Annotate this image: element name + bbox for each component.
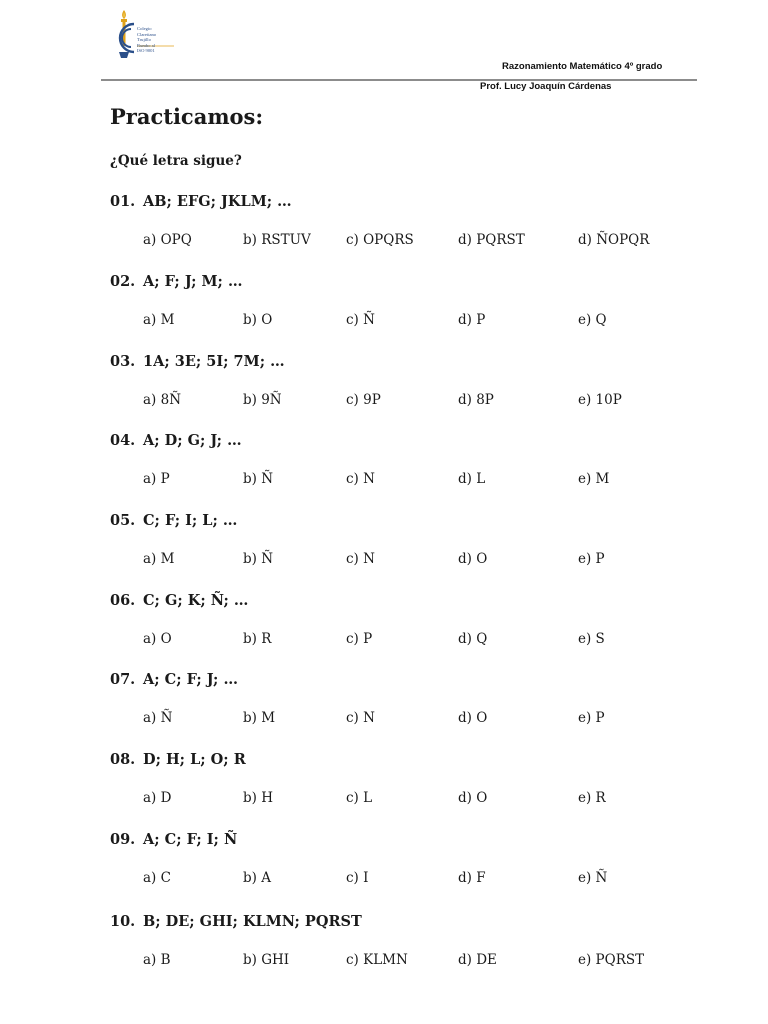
question-sequence: A; D; G; J; … (143, 432, 242, 449)
logo-caption: Colegio Claretiano Trujillo Rumbo al ISO 9001 (137, 26, 157, 54)
school-logo (112, 8, 178, 64)
question-number: 04. (110, 432, 136, 449)
option-e: e) Ñ (578, 870, 608, 886)
option-e: e) P (578, 551, 605, 567)
question-sequence: A; C; F; I; Ñ (143, 831, 238, 848)
option-b: b) Ñ (243, 551, 274, 567)
header-teacher: Prof. Lucy Joaquín Cárdenas (480, 81, 612, 92)
option-a: a) M (143, 551, 175, 567)
instruction: ¿Qué letra sigue? (110, 153, 242, 169)
option-e: d) ÑOPQR (578, 232, 650, 248)
question-sequence: C; G; K; Ñ; … (143, 592, 249, 609)
question-sequence: AB; EFG; JKLM; … (143, 193, 292, 210)
question-number: 10. (110, 913, 136, 930)
option-e: e) PQRST (578, 952, 645, 968)
option-e: e) P (578, 710, 605, 726)
question-sequence: A; C; F; J; … (143, 671, 238, 688)
option-c: c) L (346, 790, 373, 806)
option-b: b) O (243, 312, 273, 328)
question-sequence: B; DE; GHI; KLMN; PQRST (143, 913, 362, 930)
question-04 (0, 432, 768, 512)
option-b: b) H (243, 790, 273, 806)
question-sequence: C; F; I; L; … (143, 512, 238, 529)
option-d: d) L (458, 471, 486, 487)
option-d: d) O (458, 790, 488, 806)
question-sequence: 1A; 3E; 5I; 7M; … (143, 353, 285, 370)
option-d: d) PQRST (458, 232, 525, 248)
option-b: b) RSTUV (243, 232, 311, 248)
option-c: c) KLMN (346, 952, 408, 968)
question-06 (0, 592, 768, 672)
option-a: a) Ñ (143, 710, 173, 726)
question-02 (0, 273, 768, 353)
option-d: d) O (458, 551, 488, 567)
option-c: c) I (346, 870, 369, 886)
option-c: c) Ñ (346, 312, 375, 328)
option-d: d) Q (458, 631, 488, 647)
option-c: c) N (346, 471, 375, 487)
question-10 (0, 913, 768, 993)
option-e: e) 10P (578, 392, 622, 408)
option-a: a) D (143, 790, 172, 806)
option-c: c) 9P (346, 392, 381, 408)
option-a: a) 8Ñ (143, 392, 182, 408)
option-b: b) GHI (243, 952, 290, 968)
option-d: d) O (458, 710, 488, 726)
option-b: b) 9Ñ (243, 392, 282, 408)
question-09 (0, 831, 768, 911)
option-d: d) F (458, 870, 486, 886)
option-c: c) N (346, 710, 375, 726)
question-05 (0, 512, 768, 592)
question-number: 07. (110, 671, 136, 688)
option-e: e) M (578, 471, 610, 487)
option-a: a) M (143, 312, 175, 328)
option-c: c) OPQRS (346, 232, 414, 248)
option-d: d) P (458, 312, 486, 328)
option-b: b) A (243, 870, 271, 886)
header-subject: Razonamiento Matemático 4º grado (502, 61, 663, 72)
question-number: 06. (110, 592, 136, 609)
question-01 (0, 193, 768, 273)
question-number: 09. (110, 831, 136, 848)
option-b: b) M (243, 710, 276, 726)
question-sequence: D; H; L; O; R (143, 751, 246, 768)
option-a: a) C (143, 870, 171, 886)
question-07 (0, 671, 768, 751)
option-e: e) S (578, 631, 605, 647)
question-03 (0, 353, 768, 433)
option-a: a) OPQ (143, 232, 192, 248)
option-a: a) B (143, 952, 171, 968)
option-d: d) DE (458, 952, 497, 968)
question-number: 08. (110, 751, 136, 768)
option-c: c) N (346, 551, 375, 567)
page-title: Practicamos: (110, 104, 264, 129)
option-e: e) R (578, 790, 606, 806)
option-b: b) R (243, 631, 272, 647)
option-c: c) P (346, 631, 373, 647)
option-e: e) Q (578, 312, 607, 328)
question-number: 03. (110, 353, 136, 370)
option-a: a) O (143, 631, 172, 647)
option-b: b) Ñ (243, 471, 274, 487)
question-number: 02. (110, 273, 136, 290)
option-a: a) P (143, 471, 170, 487)
question-number: 05. (110, 512, 136, 529)
option-d: d) 8P (458, 392, 494, 408)
question-number: 01. (110, 193, 136, 210)
question-sequence: A; F; J; M; … (143, 273, 243, 290)
question-08 (0, 751, 768, 831)
